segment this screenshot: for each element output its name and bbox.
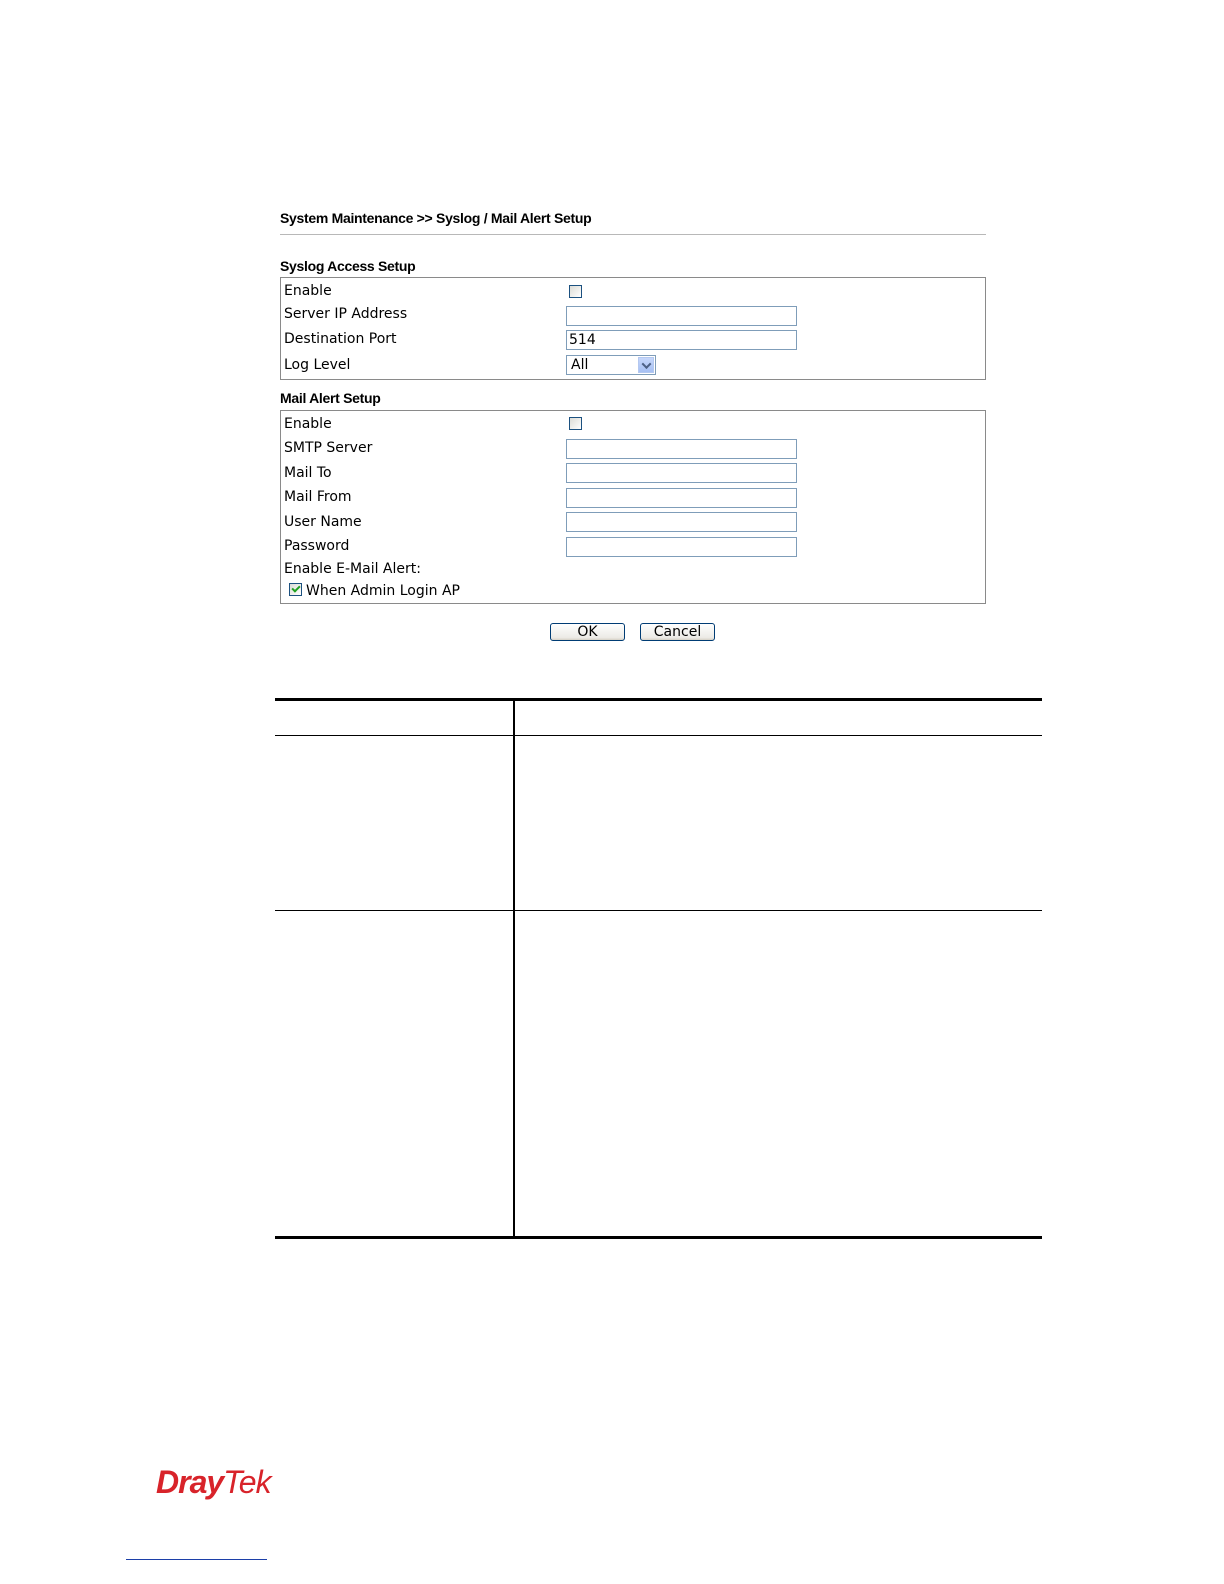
ok-button[interactable]: OK bbox=[550, 623, 625, 641]
footer-rule bbox=[126, 1559, 267, 1560]
mail-enable-checkbox[interactable] bbox=[569, 417, 582, 430]
mail-to-input[interactable] bbox=[566, 463, 797, 483]
mail-from-input[interactable] bbox=[566, 488, 797, 508]
chevron-down-icon[interactable] bbox=[638, 357, 654, 373]
admin-login-label: When Admin Login AP bbox=[306, 583, 460, 599]
destination-port-label: Destination Port bbox=[284, 331, 397, 347]
syslog-panel bbox=[280, 277, 986, 380]
server-ip-label: Server IP Address bbox=[284, 306, 408, 322]
logo-part-tek: Tek bbox=[223, 1464, 271, 1500]
page-title: System Maintenance >> Syslog / Mail Alert Setup bbox=[280, 210, 592, 226]
log-level-label: Log Level bbox=[284, 357, 351, 373]
mail-from-label: Mail From bbox=[284, 489, 352, 505]
mail-enable-label: Enable bbox=[284, 416, 332, 432]
draytek-logo bbox=[156, 1464, 271, 1501]
log-level-select[interactable] bbox=[566, 355, 656, 375]
table-column-divider bbox=[513, 700, 515, 1237]
smtp-server-label: SMTP Server bbox=[284, 440, 373, 456]
syslog-section-title: Syslog Access Setup bbox=[280, 258, 416, 274]
smtp-server-input[interactable] bbox=[566, 439, 797, 459]
user-name-label: User Name bbox=[284, 514, 362, 530]
log-level-value: All bbox=[571, 357, 589, 373]
email-alert-label: Enable E-Mail Alert: bbox=[284, 561, 421, 577]
cancel-button[interactable]: Cancel bbox=[640, 623, 715, 641]
table-bottom-rule bbox=[275, 1236, 1042, 1239]
table-header-rule bbox=[275, 735, 1042, 736]
syslog-enable-checkbox[interactable] bbox=[569, 285, 582, 298]
user-name-input[interactable] bbox=[566, 512, 797, 532]
admin-login-checkbox[interactable] bbox=[289, 583, 302, 596]
password-label: Password bbox=[284, 538, 350, 554]
logo-part-dray: Dray bbox=[156, 1464, 224, 1500]
title-divider bbox=[280, 234, 986, 235]
mail-to-label: Mail To bbox=[284, 465, 332, 481]
table-top-rule bbox=[275, 698, 1042, 701]
destination-port-input[interactable] bbox=[566, 330, 797, 350]
server-ip-input[interactable] bbox=[566, 306, 797, 326]
mail-panel bbox=[280, 410, 986, 604]
table-row-rule bbox=[275, 910, 1042, 911]
password-input[interactable] bbox=[566, 537, 797, 557]
syslog-enable-label: Enable bbox=[284, 283, 332, 299]
mail-section-title: Mail Alert Setup bbox=[280, 390, 381, 406]
